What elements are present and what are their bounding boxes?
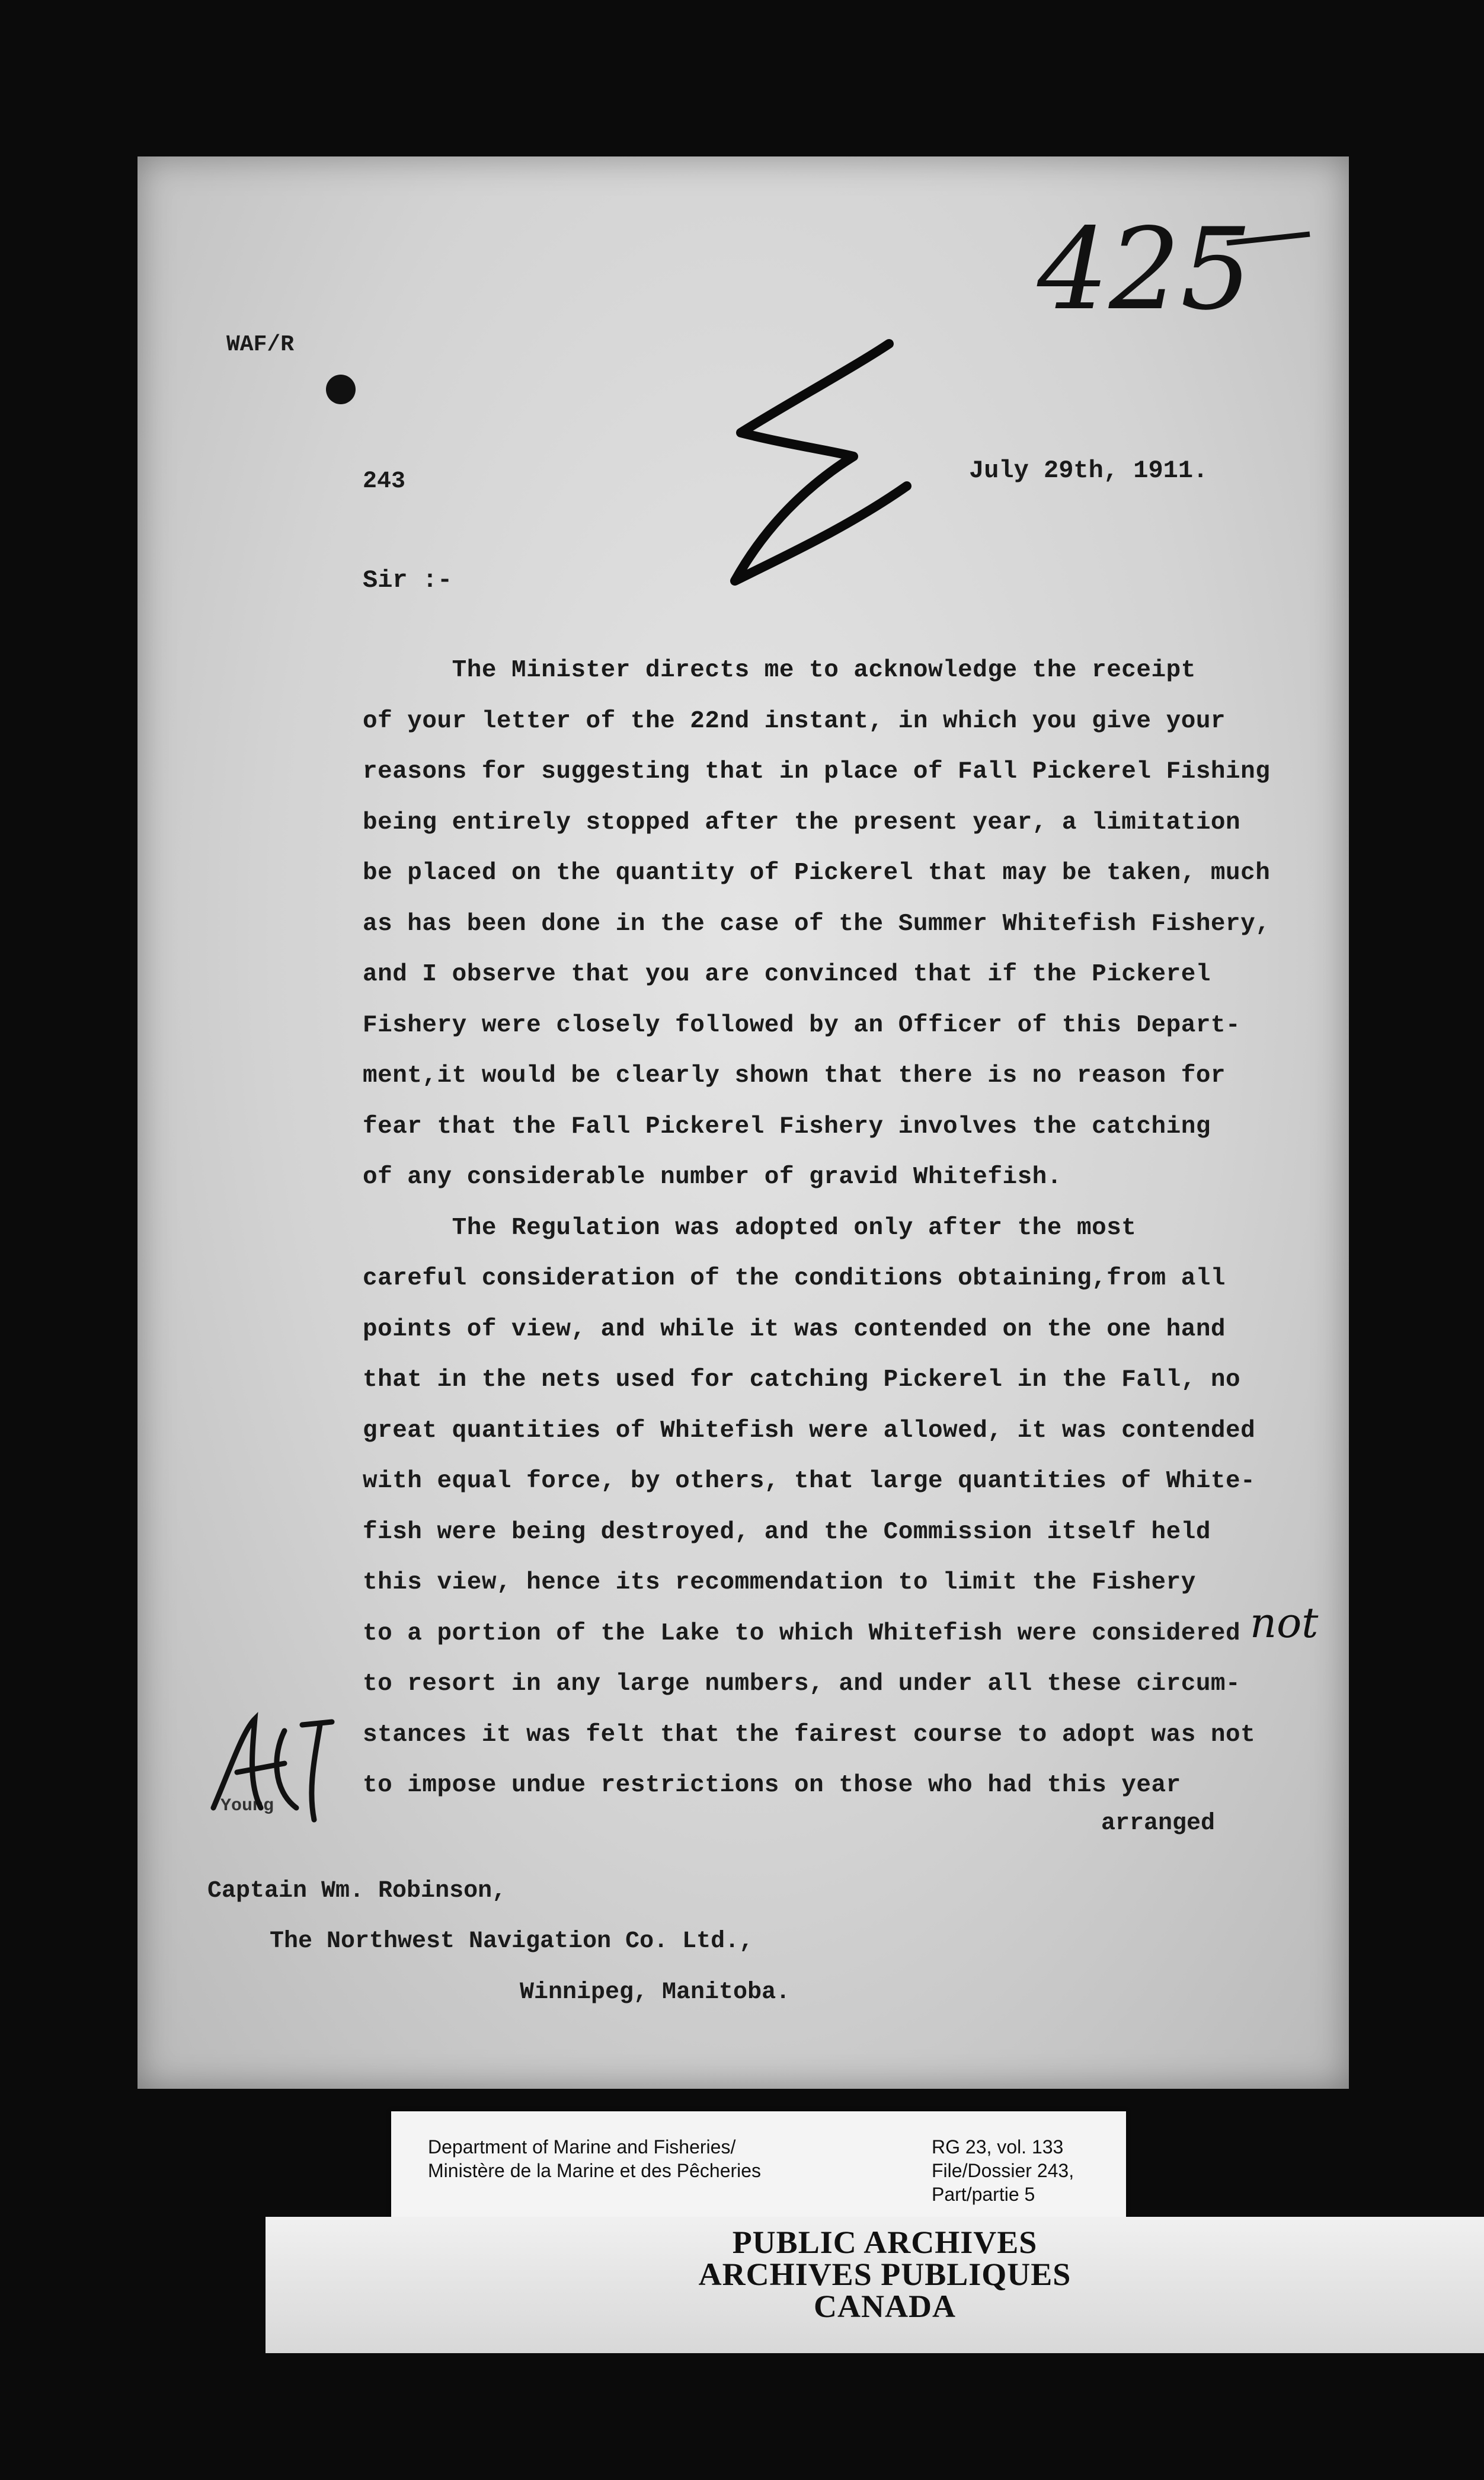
recipient-name: Captain Wm. Robinson, — [207, 1878, 507, 1904]
body-line: being entirely stopped after the present year, a limitation — [363, 808, 1241, 836]
archives-line-country: CANADA — [814, 2289, 956, 2324]
body-line: that in the nets used for catching Pickerel in the Fall, no — [363, 1366, 1241, 1394]
body-line: The Minister directs me to acknowledge the receipt — [363, 657, 1196, 684]
body-line: this view, hence its recommendation to limit the Fishery — [363, 1569, 1196, 1596]
body-line: as has been done in the case of the Summer Whitefish Fishery, — [363, 910, 1271, 938]
letter-date: July 29th, 1911. — [969, 456, 1208, 485]
reference-initials: WAF/R — [226, 332, 295, 357]
archive-number-text: 425 — [1037, 207, 1252, 335]
recipient-city: Winnipeg, Manitoba. — [520, 1979, 791, 2006]
continuation-word: arranged — [1101, 1810, 1216, 1837]
body-line: fear that the Fall Pickerel Fishery involves the catching — [363, 1113, 1211, 1140]
department-name-fr: Ministère de la Marine et des Pêcheries — [428, 2160, 762, 2181]
body-line: ment,it would be clearly shown that there is no reason for — [363, 1062, 1226, 1089]
body-line: to a portion of the Lake to which Whitefish were considered — [363, 1619, 1241, 1647]
salutation: Sir :- — [363, 566, 453, 595]
body-line: be placed on the quantity of Pickerel that may be taken, much — [363, 859, 1271, 887]
archive-reference-label — [391, 2111, 1126, 2223]
body-line: Fishery were closely followed by an Officer of this Depart- — [363, 1011, 1241, 1039]
file-dossier: File/Dossier 243, — [932, 2160, 1074, 2181]
body-line: stances it was felt that the fairest course to adopt was not — [363, 1721, 1256, 1749]
signature-stamp: Young — [220, 1796, 274, 1816]
body-line: points of view, and while it was contended on the one hand — [363, 1315, 1226, 1343]
body-line: of any considerable number of gravid Whitefish. — [363, 1164, 1062, 1191]
recipient-company: The Northwest Navigation Co. Ltd., — [270, 1928, 754, 1955]
record-group: RG 23, vol. 133 — [932, 2136, 1064, 2158]
part-number: Part/partie 5 — [932, 2184, 1035, 2205]
body-line: The Regulation was adopted only after the most — [363, 1214, 1137, 1242]
handwritten-archive-number — [1031, 207, 1316, 350]
handwritten-insert-word — [1248, 1594, 1348, 1654]
public-archives-stamp — [266, 2217, 1484, 2353]
body-line: fish were being destroyed, and the Commission itself held — [363, 1518, 1211, 1546]
body-line: and I observe that you are convinced that if the Pickerel — [363, 961, 1211, 988]
punch-hole — [326, 375, 356, 404]
body-line: to resort in any large numbers, and under all these circum- — [363, 1670, 1241, 1698]
body-line: great quantities of Whitefish were allowed, it was contended — [363, 1417, 1256, 1444]
archives-line-fr: ARCHIVES PUBLIQUES — [698, 2257, 1072, 2292]
handwritten-initials — [196, 1707, 338, 1826]
file-number: 243 — [363, 468, 406, 495]
handwritten-e-mark — [711, 332, 925, 628]
archives-line-en: PUBLIC ARCHIVES — [732, 2225, 1038, 2260]
body-line: to impose undue restrictions on those who had this year — [363, 1772, 1181, 1799]
department-name-en: Department of Marine and Fisheries/ — [428, 2136, 736, 2158]
body-line: reasons for suggesting that in place of Fall Pickerel Fishing — [363, 758, 1271, 785]
body-line: careful consideration of the conditions obtaining,from all — [363, 1265, 1226, 1292]
insert-word-text: not — [1250, 1599, 1319, 1647]
body-line: of your letter of the 22nd instant, in which you give your — [363, 707, 1226, 735]
body-line: with equal force, by others, that large quantities of White- — [363, 1468, 1256, 1495]
